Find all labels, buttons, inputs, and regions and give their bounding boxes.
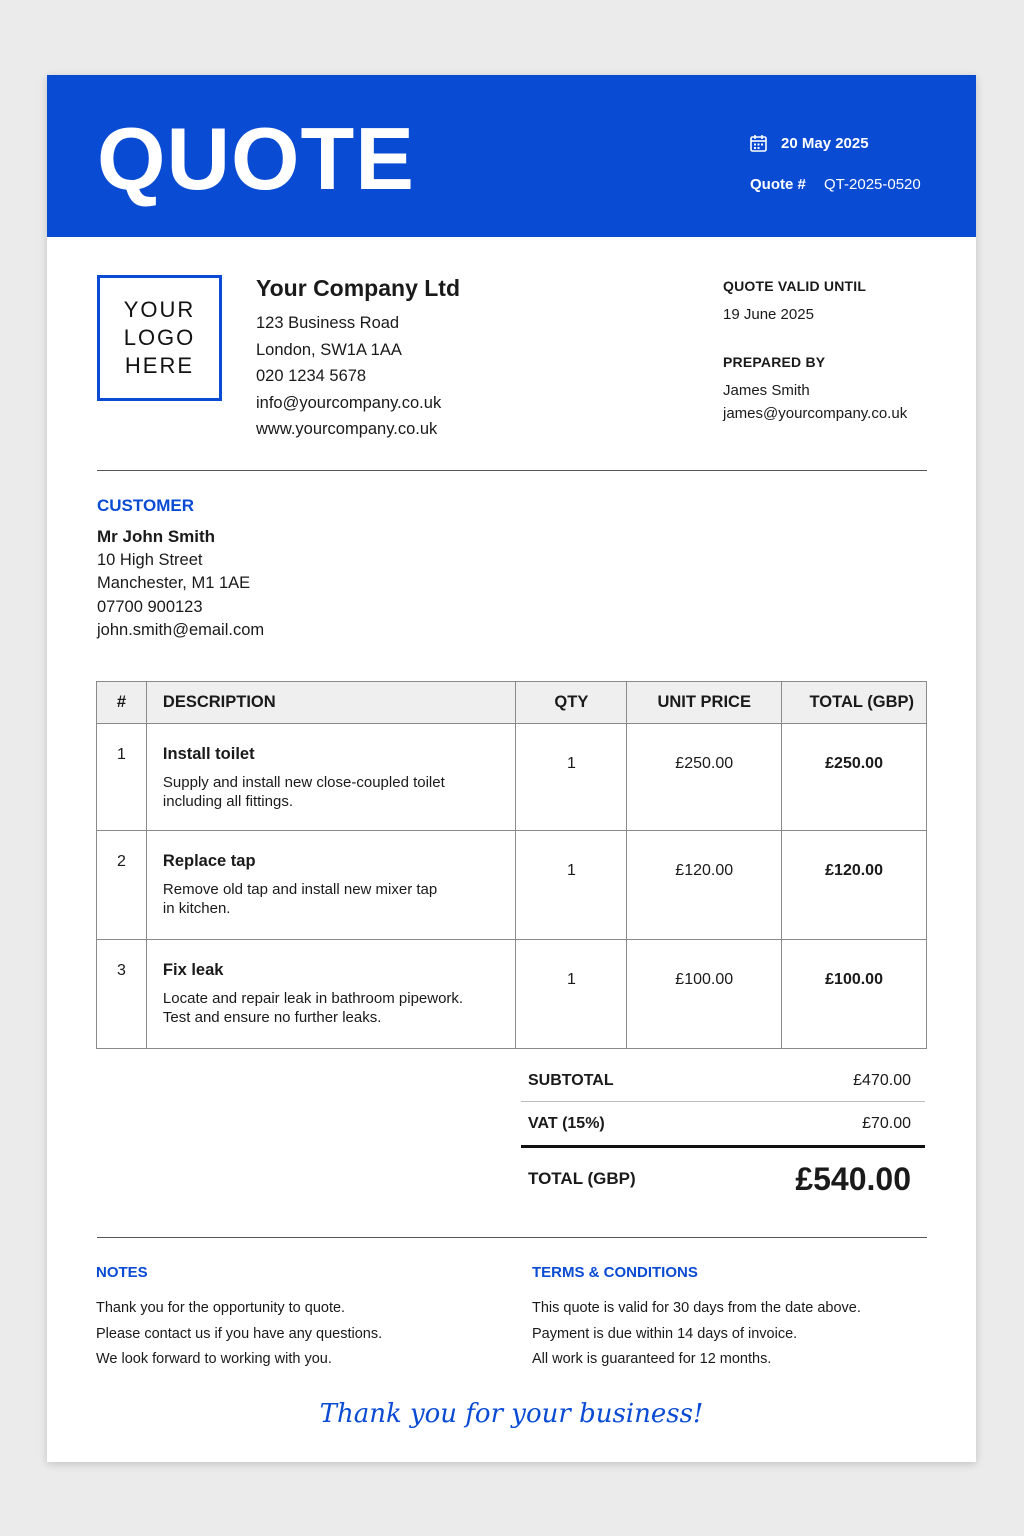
company-address-line: London, SW1A 1AA	[256, 340, 402, 359]
quote-number-label: Quote #	[750, 176, 806, 193]
item-unit-price: £120.00	[627, 831, 782, 940]
table-header-row	[97, 682, 927, 724]
item-qty: 1	[516, 724, 627, 831]
item-title: Install toilet	[162, 745, 255, 763]
customer-details	[97, 496, 264, 643]
notes-section	[96, 1264, 496, 1373]
grand-total-label: TOTAL (GBP)	[528, 1169, 636, 1188]
terms-heading: TERMS & CONDITIONS	[532, 1264, 698, 1281]
vat-label: VAT (15%)	[528, 1114, 605, 1132]
valid-until-label: QUOTE VALID UNTIL	[723, 278, 867, 294]
quote-date-value: 20 May 2025	[781, 134, 869, 152]
item-number: 3	[97, 940, 147, 1049]
table-row	[97, 724, 927, 831]
customer-name: Mr John Smith	[97, 527, 216, 546]
item-total: £120.00	[782, 831, 927, 940]
subtotal-value: £470.00	[853, 1072, 911, 1089]
item-description-line: including all fittings.	[162, 793, 293, 810]
terms-section	[532, 1264, 932, 1373]
terms-line: Payment is due within 14 days of invoice.	[532, 1325, 798, 1342]
item-title: Fix leak	[162, 961, 224, 979]
prepared-by-email: james@yourcompany.co.uk	[723, 405, 908, 422]
item-description-line: Remove old tap and install new mixer tap	[162, 881, 438, 898]
table-row	[97, 831, 927, 940]
company-name: Your Company Ltd	[256, 275, 461, 301]
document-title: QUOTE	[97, 109, 415, 208]
section-divider	[97, 1237, 927, 1238]
item-qty: 1	[516, 831, 627, 940]
grand-total-value: £540.00	[795, 1160, 911, 1197]
item-number: 2	[97, 831, 147, 940]
terms-line: This quote is valid for 30 days from the date above.	[532, 1300, 861, 1316]
item-description-line: Locate and repair leak in bathroom pipework.	[162, 990, 464, 1007]
notes-heading: NOTES	[96, 1264, 148, 1281]
item-total: £250.00	[782, 724, 927, 831]
item-description-line: in kitchen.	[162, 900, 231, 917]
subtotal-row	[521, 1061, 925, 1102]
item-description-cell	[146, 831, 516, 940]
vat-value: £70.00	[862, 1114, 911, 1132]
item-number: 1	[97, 724, 147, 831]
quote-document	[47, 75, 976, 1462]
customer-address-line: Manchester, M1 1AE	[97, 574, 251, 592]
calendar-icon	[750, 134, 767, 152]
column-header-number: #	[97, 682, 147, 724]
line-items-table	[96, 681, 927, 1049]
logo-text-line: YOUR	[123, 297, 196, 322]
valid-until-date: 19 June 2025	[723, 306, 814, 323]
item-description-cell	[146, 940, 516, 1049]
prepared-by-name: James Smith	[723, 382, 810, 399]
column-header-qty: QTY	[516, 682, 627, 724]
item-title: Replace tap	[162, 852, 256, 870]
company-details	[256, 275, 460, 443]
column-header-unit-price: UNIT PRICE	[627, 682, 782, 724]
logo-placeholder	[97, 275, 222, 401]
item-unit-price: £250.00	[627, 724, 782, 831]
header-banner	[47, 75, 976, 237]
logo-text-line: LOGO	[123, 325, 196, 350]
item-description-line: Supply and install new close-coupled toilet	[162, 774, 445, 791]
customer-address-line: 10 High Street	[97, 550, 203, 569]
subtotal-label: SUBTOTAL	[528, 1072, 614, 1089]
notes-line: Please contact us if you have any questions.	[96, 1325, 383, 1342]
item-qty: 1	[516, 940, 627, 1049]
vat-row	[521, 1102, 925, 1148]
column-header-total: TOTAL (GBP)	[782, 682, 927, 724]
item-description-line: Test and ensure no further leaks.	[162, 1009, 382, 1026]
company-email: info@yourcompany.co.uk	[256, 393, 442, 412]
notes-line: We look forward to working with you.	[96, 1351, 332, 1367]
notes-line: Thank you for the opportunity to quote.	[96, 1300, 346, 1316]
thank-you-message: Thank you for your business!	[319, 1399, 704, 1429]
quote-number-row	[750, 176, 921, 193]
terms-line: All work is guaranteed for 12 months.	[532, 1351, 772, 1367]
customer-phone: 07700 900123	[97, 597, 203, 616]
customer-email: john.smith@email.com	[97, 621, 265, 639]
grand-total-row	[521, 1148, 925, 1210]
quote-meta	[723, 278, 907, 425]
company-address-line: 123 Business Road	[256, 314, 400, 332]
column-header-description: DESCRIPTION	[146, 682, 516, 724]
item-description-cell	[146, 724, 516, 831]
customer-heading: CUSTOMER	[97, 496, 194, 515]
section-divider	[97, 470, 927, 471]
logo-text-line: HERE	[124, 353, 195, 378]
item-total: £100.00	[782, 940, 927, 1049]
totals-summary	[521, 1061, 925, 1210]
table-row	[97, 940, 927, 1049]
item-unit-price: £100.00	[627, 940, 782, 1049]
prepared-by-label: PREPARED BY	[723, 354, 826, 370]
company-phone: 020 1234 5678	[256, 367, 367, 385]
quote-date	[750, 134, 869, 152]
company-website: www.yourcompany.co.uk	[256, 420, 438, 438]
quote-number-value: QT-2025-0520	[824, 176, 921, 193]
